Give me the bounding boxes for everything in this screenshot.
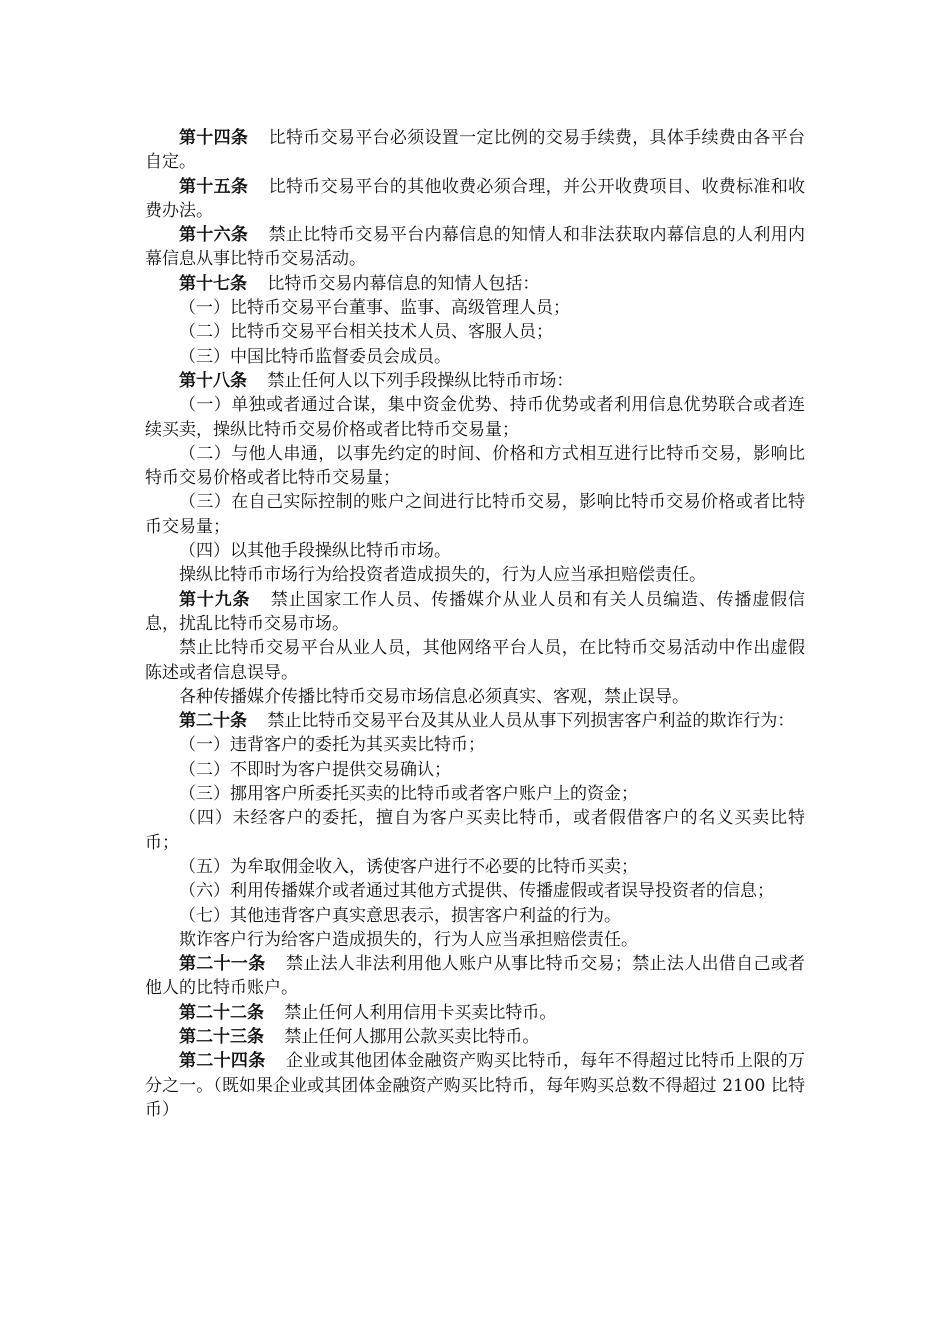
article-23-heading: 第二十三条: [179, 1026, 264, 1047]
article-17-text: 比特币交易内幕信息的知情人包括：: [267, 273, 540, 294]
paragraph-19-2: 禁止比特币交易平台从业人员，其他网络平台人员，在比特币交易活动中作出虚假陈述或者信息误导。: [145, 638, 805, 683]
list-item-18-4: （四）以其他手段操纵比特币市场。: [179, 541, 451, 562]
paragraph-21: [145, 952, 805, 1001]
list-item-20-6: （六）利用传播媒介或者通过其他方式提供、传播虚假或者误导投资者的信息；: [179, 881, 774, 902]
article-24-heading: 第二十四条: [179, 1051, 266, 1072]
list-item-17-1: （一）比特币交易平台董事、监事、高级管理人员；: [179, 298, 570, 319]
article-22-heading: 第二十二条: [179, 1002, 264, 1023]
list-item-20-3: （三）挪用客户所委托买卖的比特币或者客户账户上的资金；: [179, 784, 638, 805]
paragraph-19-3: 各种传播媒介传播比特币交易市场信息必须真实、客观，禁止误导。: [179, 686, 689, 707]
article-21-heading: 第二十一条: [179, 954, 266, 975]
article-14-text: 比特币交易平台必须设置一定比例的交易手续费，具体手续费由各平台自定。: [145, 128, 806, 173]
paragraph-22: [145, 1001, 805, 1025]
article-19-heading: 第十九条: [179, 589, 251, 610]
list-item-20-4: （四）未经客户的委托，擅自为客户买卖比特币，或者假借客户的名义买卖比特币；: [145, 808, 805, 853]
paragraph-14: [145, 126, 805, 175]
article-16-heading: 第十六条: [179, 225, 249, 246]
document-body: [145, 126, 805, 1122]
list-item-17-3: （三）中国比特币监督委员会成员。: [179, 346, 451, 367]
paragraph-18: [145, 369, 805, 393]
list-item-20-5: （五）为牟取佣金收入，诱使客户进行不必要的比特币买卖；: [179, 856, 638, 877]
paragraph-20-liability: 欺诈客户行为给客户造成损失的，行为人应当承担赔偿责任。: [179, 929, 638, 950]
paragraph-16: [145, 223, 805, 272]
article-15-heading: 第十五条: [179, 176, 249, 197]
article-24-text: 企业或其他团体金融资产购买比特币，每年不得超过比特币上限的万分之一。（既如果企业或其团体金融资产购买比特币，每年购买总数不得超过 2100 比特币）: [145, 1051, 806, 1120]
paragraph-24: [145, 1049, 805, 1122]
list-item-18-3: （三）在自己实际控制的账户之间进行比特币交易，影响比特币交易价格或者比特币交易量；: [145, 492, 805, 537]
article-20-heading: 第二十条: [179, 711, 247, 732]
article-16-text: 禁止比特币交易平台内幕信息的知情人和非法获取内幕信息的人利用内幕信息从事比特币交易活动。: [145, 225, 806, 270]
article-18-heading: 第十八条: [179, 370, 247, 391]
article-20-text: 禁止比特币交易平台及其从业人员从事下列损害客户利益的欺诈行为：: [267, 711, 795, 732]
article-21-text: 禁止法人非法利用他人账户从事比特币交易；禁止法人出借自己或者他人的比特币账户。: [145, 954, 806, 999]
list-item-20-7: （七）其他违背客户真实意思表示，损害客户利益的行为。: [179, 905, 621, 926]
list-item-20-2: （二）不即时为客户提供交易确认；: [179, 759, 451, 780]
list-item-18-2: （二）与他人串通，以事先约定的时间、价格和方式相互进行比特币交易，影响比特币交易价格或者比特币交易量；: [145, 443, 805, 489]
article-15-text: 比特币交易平台的其他收费必须合理，并公开收费项目、收费标准和收费办法。: [145, 176, 806, 221]
article-14-heading: 第十四条: [179, 128, 249, 148]
article-19-text: 禁止国家工作人员、传播媒介从业人员和有关人员编造、传播虚假信息，扰乱比特币交易市场。: [145, 589, 806, 634]
paragraph-15: [145, 175, 805, 224]
paragraph-23: [145, 1025, 805, 1049]
paragraph-19: [145, 588, 805, 637]
article-23-text: 禁止任何人挪用公款买卖比特币。: [284, 1026, 540, 1047]
list-item-18-1: （一）单独或者通过合谋，集中资金优势、持币优势或者利用信息优势联合或者连续买卖，操纵比特币交易价格或者比特币交易量；: [145, 395, 805, 440]
list-item-20-1: （一）违背客户的委托为其买卖比特币；: [179, 735, 485, 756]
article-18-text: 禁止任何人以下列手段操纵比特币市场：: [267, 370, 574, 391]
paragraph-17: [145, 272, 805, 296]
list-item-17-2: （二）比特币交易平台相关技术人员、客服人员；: [179, 322, 553, 343]
paragraph-18-liability: 操纵比特币市场行为给投资者造成损失的，行为人应当承担赔偿责任。: [179, 565, 706, 586]
paragraph-20: [145, 709, 805, 733]
article-22-text: 禁止任何人利用信用卡买卖比特币。: [284, 1002, 557, 1023]
article-17-heading: 第十七条: [179, 273, 247, 294]
